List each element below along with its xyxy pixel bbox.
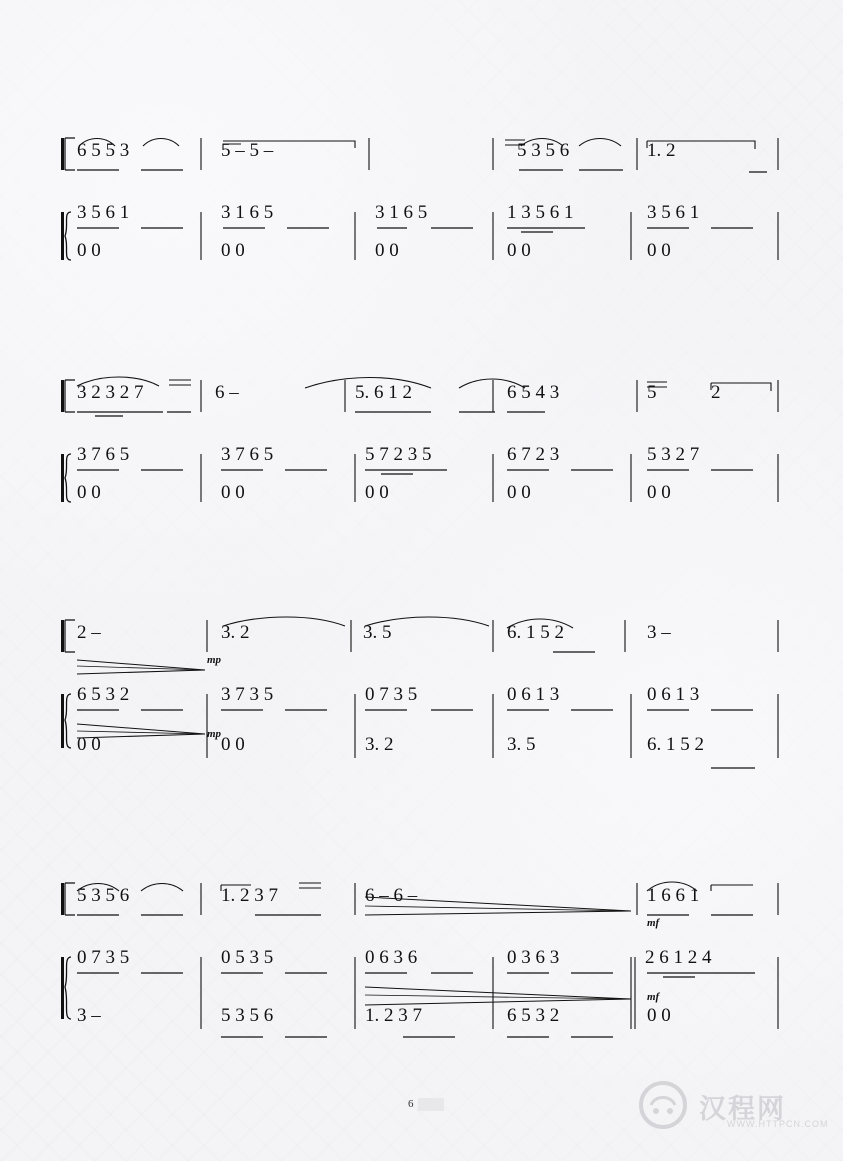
measure-notes: 6 – 6 –	[365, 885, 418, 906]
system-4	[55, 875, 785, 1060]
measure-notes: 5 3 5 6	[221, 1005, 274, 1026]
measure-notes: 0 5 3 5	[221, 947, 274, 968]
system-4-accomp-lower-row	[55, 1005, 785, 1045]
measure-notes: 2	[711, 382, 721, 403]
measure-notes: 1 3 5 6 1	[507, 202, 574, 223]
measure-notes: 6 –	[215, 382, 239, 403]
system-1-melody-row	[55, 130, 785, 170]
system-3-accomp-upper-row	[55, 684, 785, 740]
measure-notes: 5 3 2 7	[647, 444, 700, 465]
measure-notes: 3 1 6 5	[221, 202, 274, 223]
logo-circle	[641, 1083, 685, 1127]
measure-notes: 0 6 1 3	[647, 684, 700, 705]
measure-notes: 6. 1 5 2	[507, 622, 564, 643]
measure-notes: 3 7 3 5	[221, 684, 274, 705]
measure-notes: 0 7 3 5	[365, 684, 418, 705]
measure-notes: 5 3 5 6	[77, 885, 130, 906]
measure-notes: 3 –	[77, 1005, 101, 1026]
measure-notes: 0 0	[647, 482, 671, 503]
measure-notes: 3. 5	[363, 622, 392, 643]
diminuendo	[77, 670, 205, 674]
system-2-accomp-upper-row	[55, 444, 785, 484]
measure-notes: 6 5 3 2	[507, 1005, 560, 1026]
watermark	[635, 1081, 829, 1137]
system-1-accomp-upper-row	[55, 202, 785, 242]
measure-notes: 0 7 3 5	[77, 947, 130, 968]
system-1-accomp-lower-row	[55, 240, 785, 280]
page-number-highlight	[418, 1098, 444, 1111]
measure-notes: 3 5 6 1	[647, 202, 700, 223]
measure-notes: 3 –	[647, 622, 671, 643]
measure-notes: 6 5 4 3	[507, 382, 560, 403]
measure-notes: 2 6 1 2 4	[645, 947, 712, 968]
measure-notes: 3 5 6 1	[77, 202, 130, 223]
dynamic-marking: mp	[207, 654, 222, 666]
logo-arc	[651, 1098, 675, 1106]
system-1	[55, 130, 785, 305]
measure-notes: 5 – 5 –	[221, 140, 274, 161]
measure-notes: 0 0	[221, 734, 245, 755]
measure-notes: 0 0	[77, 734, 101, 755]
dynamic-marking: mp	[207, 728, 222, 740]
measure-notes: 6 7 2 3	[507, 444, 560, 465]
measure-notes: 0 6 3 6	[365, 947, 418, 968]
system-4-accomp-upper-row	[55, 947, 785, 1003]
system-2-accomp-lower-row	[55, 482, 785, 522]
watermark-text: 汉程网	[699, 1094, 786, 1124]
measure-notes: 3 2 3 2 7	[77, 382, 144, 403]
measure-notes: 3 7 6 5	[77, 444, 130, 465]
measure-notes: 2 –	[77, 622, 101, 643]
measure-notes: 0 0	[221, 482, 245, 503]
measure-notes: 3 7 6 5	[221, 444, 274, 465]
measure-notes: 5. 6 1 2	[355, 382, 412, 403]
measure-notes: 1. 2 3 7	[365, 1005, 422, 1026]
measure-notes: 6 5 3 2	[77, 684, 130, 705]
measure-notes: 0 0	[375, 240, 399, 261]
dynamic-marking: mf	[647, 917, 660, 929]
measure-notes: 0 0	[77, 240, 101, 261]
system-3-accomp-lower-row	[55, 734, 785, 774]
measure-notes: 0 0	[647, 1005, 671, 1026]
measure-notes: 3. 2	[221, 622, 250, 643]
measure-notes: 6. 1 5 2	[647, 734, 704, 755]
measure-notes: 0 0	[507, 240, 531, 261]
measure-notes: 3 1 6 5	[375, 202, 428, 223]
logo-dot	[667, 1108, 673, 1114]
measure-notes: 5 3 5 6	[517, 140, 570, 161]
logo-dot	[653, 1108, 659, 1114]
measure-notes: 0 0	[647, 240, 671, 261]
measure-notes: 1 6 6 1	[647, 885, 700, 906]
measure-notes: 0 6 1 3	[507, 684, 560, 705]
system-3	[55, 612, 785, 797]
measure-notes: 1. 2 3 7	[221, 885, 278, 906]
measure-notes: 1. 2	[647, 140, 676, 161]
page-number: 6	[408, 1098, 414, 1110]
measure-notes: 0 0	[221, 240, 245, 261]
measure-notes: 5 7 2 3 5	[365, 444, 432, 465]
measure-notes: 6 5 5 3	[77, 140, 130, 161]
diminuendo	[77, 660, 205, 670]
system-2	[55, 372, 785, 547]
system-2-melody-row	[55, 372, 785, 412]
measure-notes: 0 3 6 3	[507, 947, 560, 968]
dynamic-marking: mf	[647, 991, 660, 1003]
measure-notes: 3. 5	[507, 734, 536, 755]
measure-notes: 0 0	[365, 482, 389, 503]
measure-notes: 0 0	[77, 482, 101, 503]
measure-notes: 3. 2	[365, 734, 394, 755]
system-3-melody-row	[55, 612, 785, 666]
system-4-melody-row	[55, 875, 785, 929]
watermark-subtext: WWW.HTTPCN.COM	[727, 1119, 829, 1129]
measure-notes: 5	[647, 382, 657, 403]
measure-notes: 0 0	[507, 482, 531, 503]
